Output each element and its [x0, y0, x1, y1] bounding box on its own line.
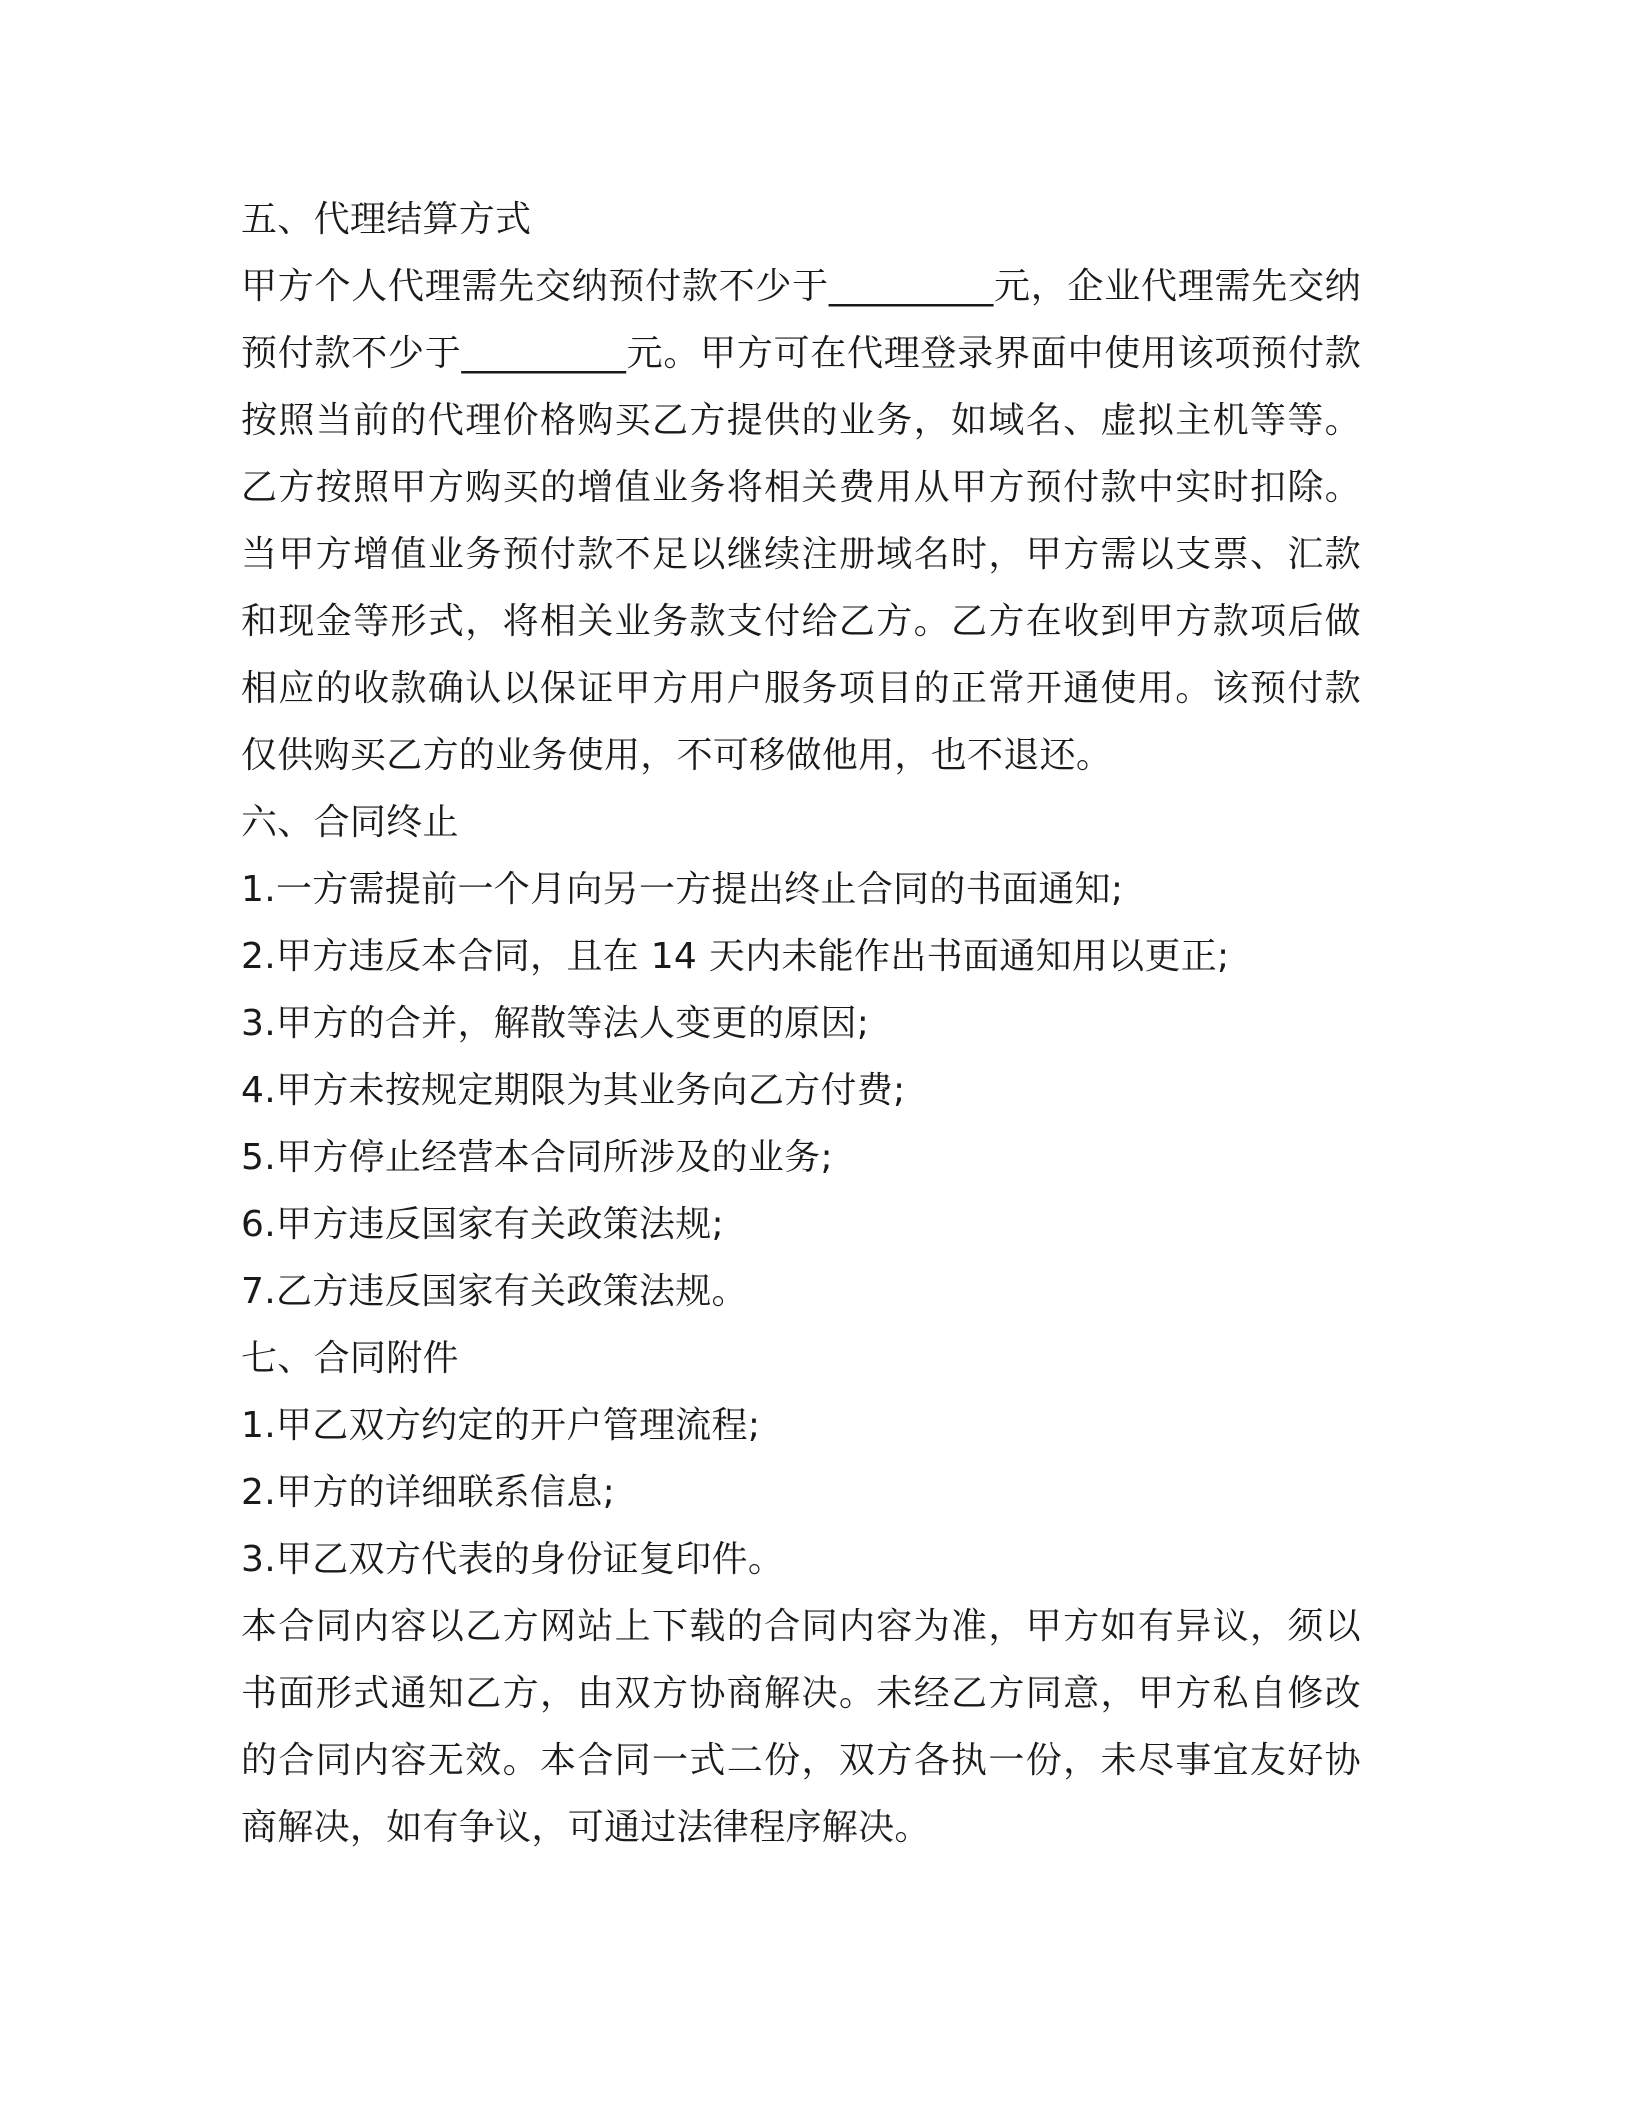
section6-item: 7.乙方违反国家有关政策法规。	[241, 1271, 748, 1312]
section7-item: 1.甲乙双方约定的开户管理流程;	[241, 1405, 761, 1446]
closing-paragraph: 本合同内容以乙方网站上下载的合同内容为准，甲方如有异议，须以书面形式通知乙方，由双方协商解决。未经乙方同意，甲方私自修改的合同内容无效。本合同一式二份，双方各执一份，未尽事宜友好协商解决，如有争议，可通过法律程序解决。	[241, 1606, 1361, 1848]
section6-item: 5.甲方停止经营本合同所涉及的业务;	[241, 1137, 833, 1178]
document-page	[241, 186, 1361, 1861]
section7-item: 2.甲方的详细联系信息;	[241, 1472, 616, 1513]
section6-heading: 六、合同终止	[241, 802, 459, 843]
section7-item: 3.甲乙双方代表的身份证复印件。	[241, 1539, 785, 1580]
section6-item: 4.甲方未按规定期限为其业务向乙方付费;	[241, 1070, 906, 1111]
section5-heading: 五、代理结算方式	[241, 199, 532, 240]
section6-item: 1.一方需提前一个月向另一方提出终止合同的书面通知;	[241, 869, 1124, 910]
section5-paragraph: 甲方个人代理需先交纳预付款不少于_________元，企业代理需先交纳预付款不少于_________元。甲方可在代理登录界面中使用该项预付款按照当前的代理价格购买乙方提供的业务，如域名、虚拟主机等等。乙方按照甲方购买的增值业务将相关费用从甲方预付款中实时扣除。当甲方增值业务预付款不足以继续注册域名时，甲方需以支票、汇款和现金等形式，将相关业务款支付给乙方。乙方在收到甲方款项后做相应的收款确认以保证甲方用户服务项目的正常开通使用。该预付款仅供购买乙方的业务使用，不可移做他用，也不退还。	[241, 266, 1361, 776]
section6-item: 2.甲方违反本合同，且在 14 天内未能作出书面通知用以更正;	[241, 936, 1230, 977]
section7-heading: 七、合同附件	[241, 1338, 459, 1379]
section6-item: 3.甲方的合并，解散等法人变更的原因;	[241, 1003, 870, 1044]
section6-item: 6.甲方违反国家有关政策法规;	[241, 1204, 724, 1245]
